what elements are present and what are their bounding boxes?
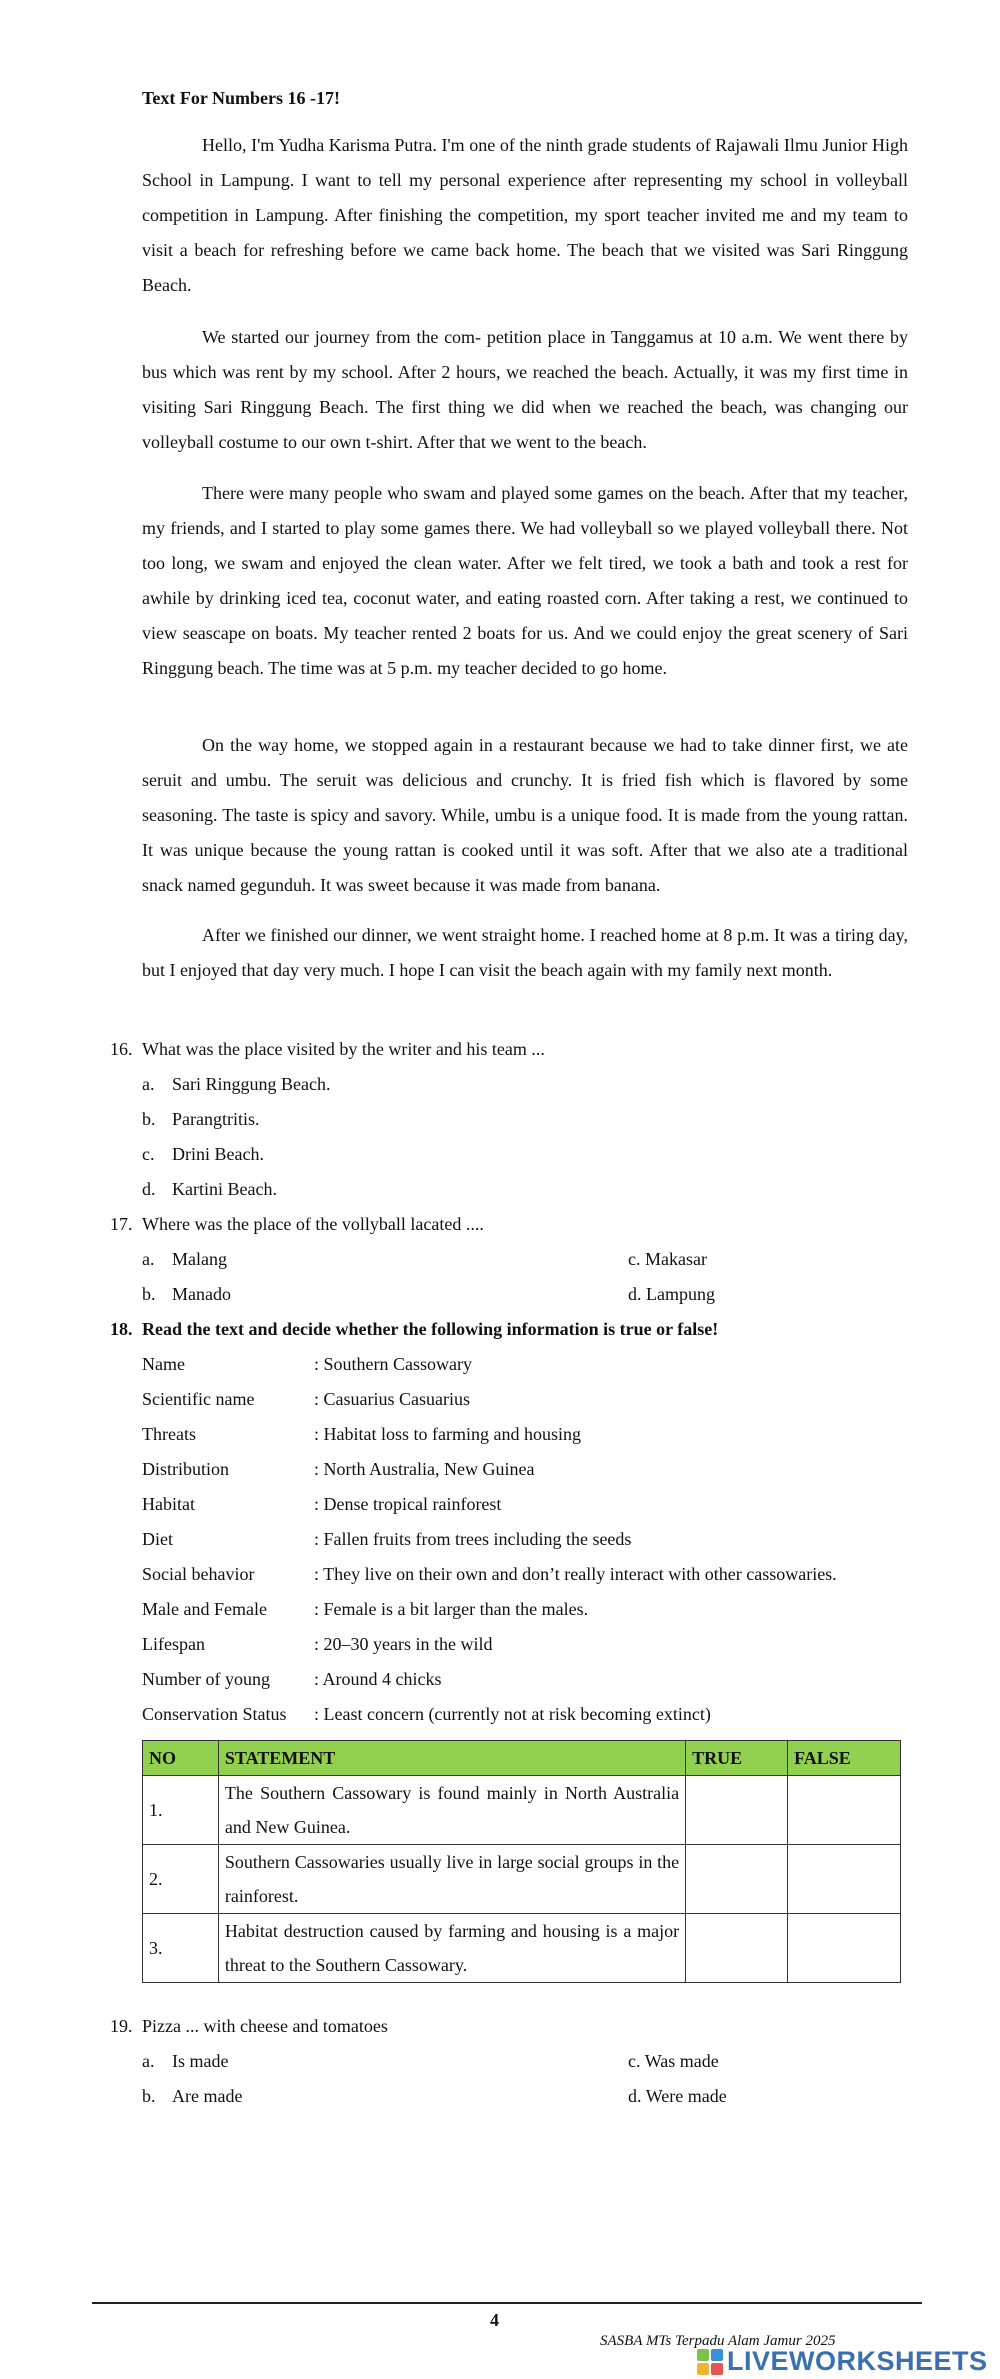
passage-paragraph-5: After we finished our dinner, we went straight home. I reached home at 8 p.m. It was a tiring day, but I enjoyed that day very much. I hope I can visit the beach again with my family next month. (142, 925, 908, 980)
question-text: What was the place visited by the writer and his team ... (142, 1039, 545, 1059)
q16-option-a[interactable]: a. Sari Ringgung Beach. (142, 1074, 331, 1094)
q19-option-d[interactable]: d. Were made (628, 2086, 727, 2106)
header-true: TRUE (686, 1741, 788, 1776)
q17-option-d[interactable]: d. Lampung (628, 1284, 715, 1304)
row-number: 2. (143, 1845, 219, 1914)
passage-paragraph-1: Hello, I'm Yudha Karisma Putra. I'm one of the ninth grade students of Rajawali Ilmu Junior High School in Lampung. I want to tell my personal experience after representing my school in volleyball competition in Lampung. After finishing the competition, my sport teacher invited me and my team to visit a beach for refreshing before we came back home. The beach that we visited was Sari Ringgung Beach. (142, 135, 908, 295)
page-number: 4 (490, 2310, 499, 2330)
footer-divider (92, 2302, 922, 2304)
q16-option-d[interactable]: d. Kartini Beach. (142, 1179, 277, 1199)
worksheet-page: Text For Numbers 16 -17! Hello, I'm Yudha Karisma Putra. I'm one of the ninth grade students of Rajawali Ilmu Junior High School in Lampung. I want to tell my personal experience after representing my school in volleyball competition in Lampung. After finishing the competition, my sport teacher invited me and my team to visit a beach for refreshing before we came back home. The beach that we visited was Sari Ringgung Beach. We started our journey from the com- petition place in Tanggamus at 10 a.m. We went there by bus which was rent by my school. After 2 hours, we reached the beach. Actually, it was my first time in visiting Sari Ringgung Beach. The first thing we did when we reached the beach, was changing our volleyball costume to our own t-shirt. After that we went to the beach. There were many people who swam and played some games on the beach. After that my teacher, my friends, and I started to play some games there. We had volleyball so we played volleyball there. Not too long, we swam and enjoyed the clean water. After we felt tired, we took a bath and took a rest for awhile by drinking iced tea, coconut water, and eating roasted corn. After taking a rest, we continued to view seascape on boats. My teacher rented 2 boats for us. And we could enjoy the great scenery of Sari Ringgung beach. The time was at 5 p.m. my teacher decided to go home. On the way home, we stopped again in a restaurant because we had to take dinner first, we ate seruit and umbu. The seruit was delicious and crunchy. It is fried fish which is flavored by some seasoning. The taste is spicy and savory. While, umbu is a unique food. It is made from the young rattan. It was unique because the young rattan is cooked until it was soft. After that we also ate a traditional snack named gegunduh. It was sweet because it was made from banana. After we finished our dinner, we went straight home. I reached home at 8 p.m. It was a tiring day, but I enjoyed that day very much. I hope I can visit the beach again with my family next month. 16. What was the place visited by the writer and his team ... a. Sari Ringgung Beach. b. Parangtritis. c. Drini Beach. d. Kartini Beach. 17. Where was the place of the vollyball lacated .... a. Malang c. Makasar b. Manado d. Lampung 18. Read the text and decide whether the following information is true or false! Name : Southern Cassowary Scientific name : Casuarius Casuarius Threats : Habitat loss to farming and housing Distribution : North Australia, New Guinea Habitat : Dense tropical rainforest Diet : Fallen fruits from trees including the seeds Social behavior : They live on their own and don’t really interact with other cassowaries. Male and Female : Female is a bit larger than the males. Lifespan : 20–30 years in the wild Number of young : Around 4 chicks Conservation Status : Least concern (currently not at risk becoming extinct) NO STATEMENT TRUE FALSE 1. The Southern Cassowary is found mainly in North Australia and New Guinea. 2. Southern Cassowaries usually live in large social groups in the rainforest. 3. Habitat destruction caused by farming and housing is a major threat to the Southern Cassowary. 19. Pizza ... with cheese and tomatoes a. Is made c. Was made b. Are made d. Were made 4 SASBA MTs Terpadu Alam Jamur 2025 LIVEWORKSHEETS (0, 0, 1000, 2379)
q17-option-b[interactable]: b. Manado (142, 1284, 231, 1304)
q19-option-c[interactable]: c. Was made (628, 2051, 719, 2071)
q16-option-b[interactable]: b. Parangtritis. (142, 1109, 260, 1129)
false-answer-cell[interactable] (788, 1845, 901, 1914)
header-no: NO (143, 1741, 219, 1776)
question-number: 19. (110, 2016, 133, 2036)
question-18 (110, 1316, 718, 1342)
q17-option-a[interactable]: a. Malang (142, 1249, 227, 1269)
table-header-row (143, 1741, 901, 1776)
statement-cell: Habitat destruction caused by farming and housing is a major threat to the Southern Cassowary. (218, 1914, 685, 1983)
header-statement: STATEMENT (218, 1741, 685, 1776)
false-answer-cell[interactable] (788, 1914, 901, 1983)
question-number: 18. (110, 1319, 133, 1339)
true-false-table (142, 1740, 901, 1983)
liveworksheets-brand[interactable] (697, 2346, 988, 2377)
passage-heading: Text For Numbers 16 -17! (142, 88, 340, 108)
liveworksheets-logo-icon (697, 2349, 723, 2375)
question-17 (110, 1211, 484, 1237)
q16-option-c[interactable]: c. Drini Beach. (142, 1144, 264, 1164)
header-false: FALSE (788, 1741, 901, 1776)
question-number: 16. (110, 1039, 133, 1059)
q17-option-c[interactable]: c. Makasar (628, 1249, 707, 1269)
q19-option-a[interactable]: a. Is made (142, 2051, 229, 2071)
passage-paragraph-3: There were many people who swam and played some games on the beach. After that my teacher, my friends, and I started to play some games there. We had volleyball so we played volleyball there. Not too long, we swam and enjoyed the clean water. After we felt tired, we took a bath and took a rest for awhile by drinking iced tea, coconut water, and eating roasted corn. After taking a rest, we continued to view seascape on boats. My teacher rented 2 boats for us. And we could enjoy the great scenery of Sari Ringgung beach. The time was at 5 p.m. my teacher decided to go home. (142, 483, 908, 678)
false-answer-cell[interactable] (788, 1776, 901, 1845)
true-answer-cell[interactable] (686, 1776, 788, 1845)
row-number: 3. (143, 1914, 219, 1983)
brand-name: LIVEWORKSHEETS (727, 2346, 988, 2376)
passage-paragraph-2: We started our journey from the com- petition place in Tanggamus at 10 a.m. We went there by bus which was rent by my school. After 2 hours, we reached the beach. Actually, it was my first time in visiting Sari Ringgung Beach. The first thing we did when we reached the beach, was changing our volleyball costume to our own t-shirt. After that we went to the beach. (142, 327, 908, 452)
table-row (143, 1776, 901, 1845)
statement-cell: The Southern Cassowary is found mainly in North Australia and New Guinea. (218, 1776, 685, 1845)
table-row (143, 1845, 901, 1914)
row-number: 1. (143, 1776, 219, 1845)
table-row (143, 1914, 901, 1983)
question-text: Where was the place of the vollyball lacated .... (142, 1214, 484, 1234)
q19-option-b[interactable]: b. Are made (142, 2086, 243, 2106)
question-19 (110, 2013, 388, 2039)
statement-cell: Southern Cassowaries usually live in large social groups in the rainforest. (218, 1845, 685, 1914)
school-footer: SASBA MTs Terpadu Alam Jamur 2025 (600, 2333, 836, 2349)
true-answer-cell[interactable] (686, 1914, 788, 1983)
question-number: 17. (110, 1214, 133, 1234)
question-16 (110, 1036, 545, 1062)
question-text: Pizza ... with cheese and tomatoes (142, 2016, 388, 2036)
passage-paragraph-4: On the way home, we stopped again in a restaurant because we had to take dinner first, we ate seruit and umbu. The seruit was delicious and crunchy. It is fried fish which is flavored by some seasoning. The taste is spicy and savory. While, umbu is a unique food. It is made from the young rattan. It was unique because the young rattan is cooked until it was soft. After that we also ate a traditional snack named gegunduh. It was sweet because it was made from banana. (142, 735, 908, 895)
true-answer-cell[interactable] (686, 1845, 788, 1914)
question-text: Read the text and decide whether the following information is true or false! (142, 1319, 719, 1339)
